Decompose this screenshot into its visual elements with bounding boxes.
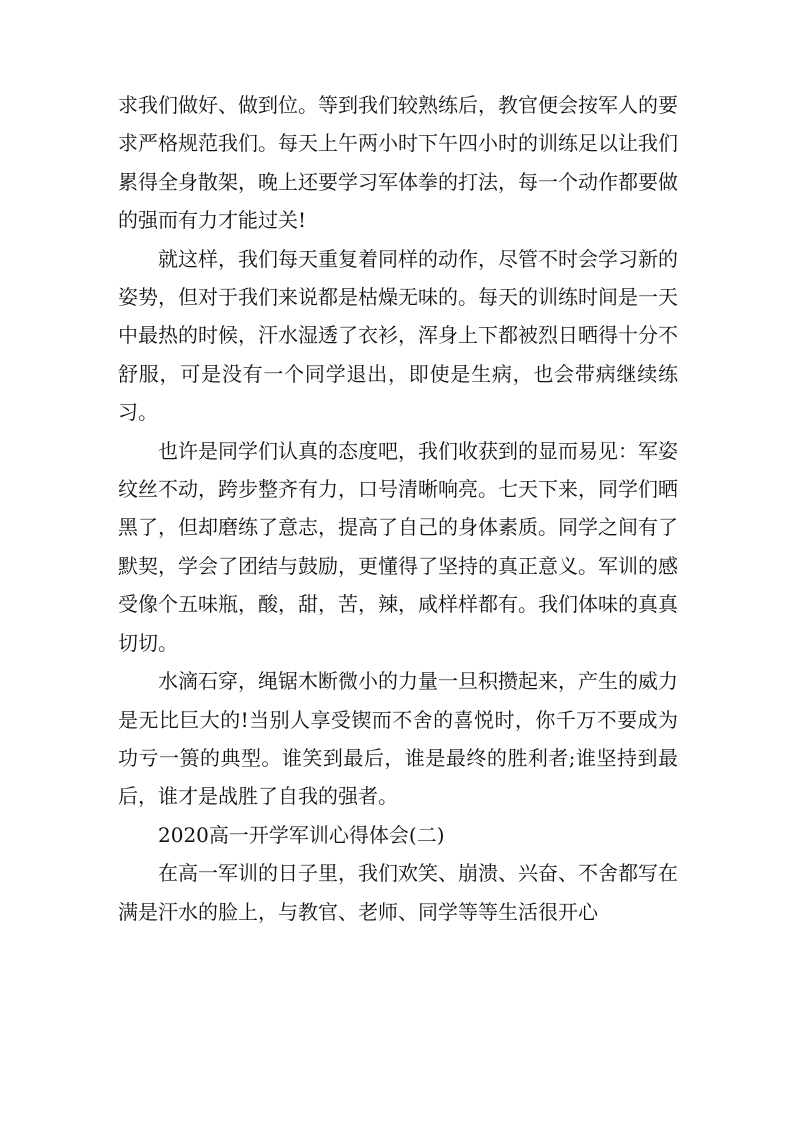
document-body [118,86,678,931]
paragraph: 在高一军训的日子里，我们欢笑、崩溃、兴奋、不舍都写在满是汗水的脸上，与教官、老师、同学等等生活很开心 [118,861,678,924]
paragraph: 就这样，我们每天重复着同样的动作，尽管不时会学习新的姿势，但对于我们来说都是枯燥无味的。每天的训练时间是一天中最热的时候，汗水湿透了衣衫，浑身上下都被烈日晒得十分不舒服，可是没有一个同学退出，即使是生病，也会带病继续练习。 [118,246,678,425]
paragraph: 也许是同学们认真的态度吧，我们收获到的显而易见：军姿纹丝不动，跨步整齐有力，口号清晰响亮。七天下来，同学们晒黑了，但却磨练了意志，提高了自己的身体素质。同学之间有了默契，学会了团结与鼓励，更懂得了坚持的真正意义。军训的感受像个五味瓶，酸，甜，苦，辣，咸样样都有。我们体味的真真切切。 [118,438,678,655]
paragraph: 水滴石穿，绳锯木断微小的力量一旦积攒起来，产生的威力是无比巨大的!当别人享受锲而不舍的喜悦时，你千万不要成为功亏一篑的典型。谁笑到最后，谁是最终的胜利者;谁坚持到最后，谁才是战胜了自我的强者。 [118,669,678,809]
section-heading: 2020高一开学军训心得体会(二) [158,822,445,847]
paragraph-continued: 求我们做好、做到位。等到我们较熟练后，教官便会按军人的要求严格规范我们。每天上午两小时下午四小时的训练足以让我们累得全身散架，晚上还要学习军体拳的打法，每一个动作都要做的强而有力才能过关! [118,93,678,233]
